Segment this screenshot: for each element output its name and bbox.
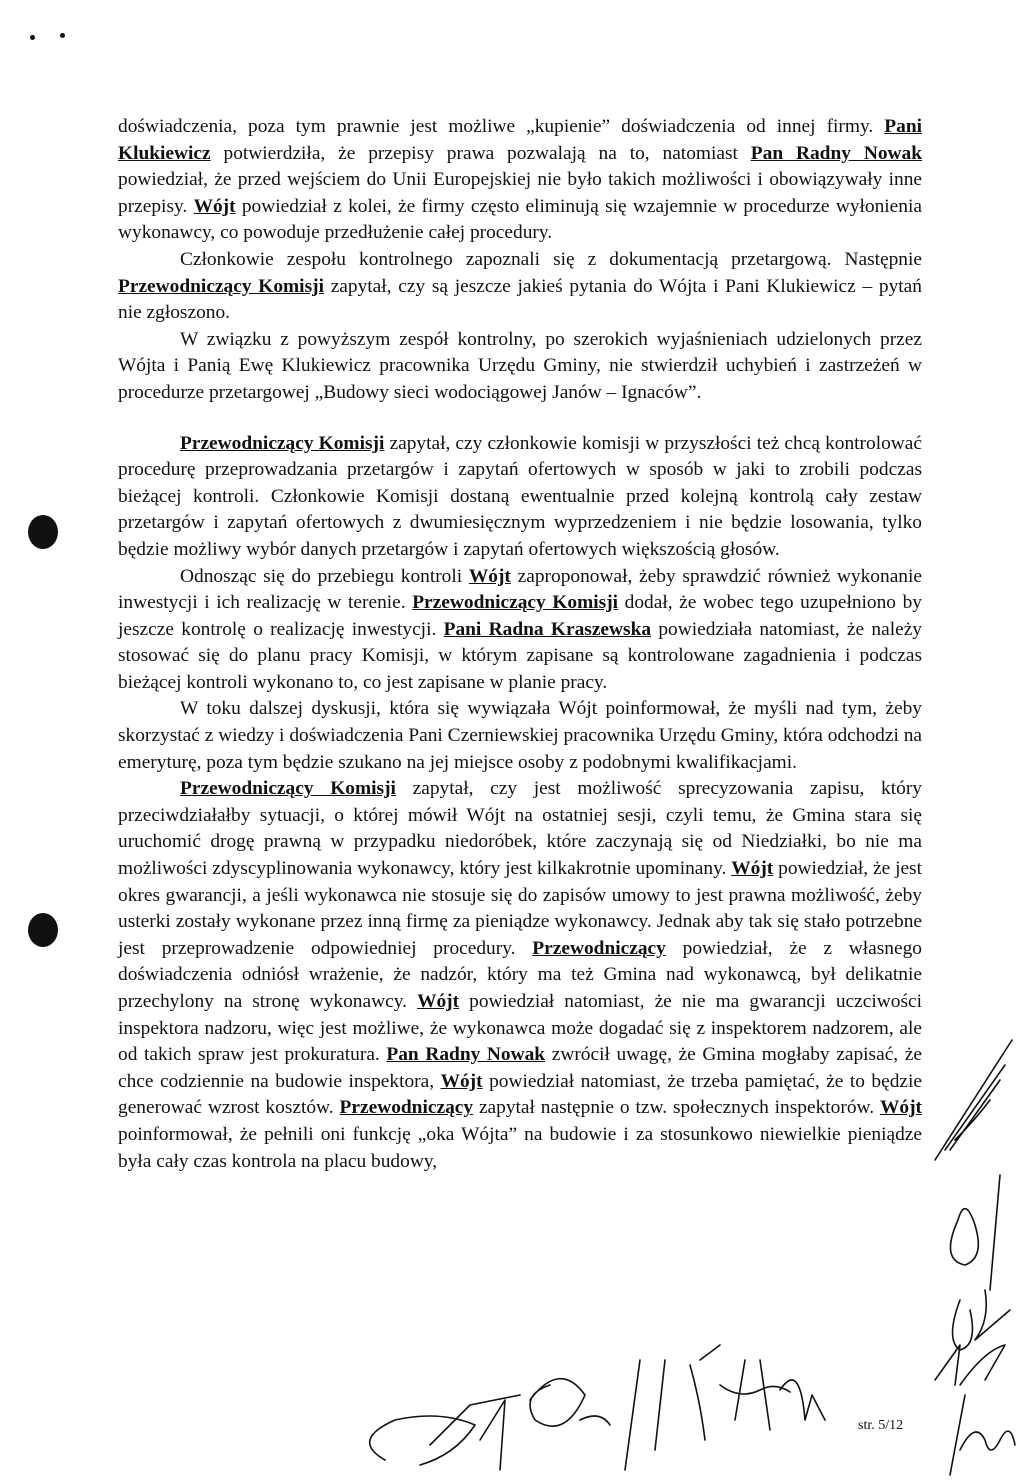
bottom-signature-1 (370, 1395, 520, 1470)
text-run: doświadczenia, poza tym prawnie jest możliwe „kupienie” doświadczenia od innej firmy. (118, 116, 885, 137)
text-run: zaproponował, żeby sprawdzić również wykonanie inwestycji i ich realizację w terenie. (118, 565, 922, 614)
page-number: str. 5/12 (858, 1418, 904, 1433)
speaker-name: Wójt (731, 858, 774, 880)
text-run: W związku z powyższym zespół kontrolny, po szerokich wyjaśnieniach udzielonych przez Wójta i Panią Ewę Klukiewicz pracownika Urzędu Gminy, nie stwierdził uchybień i zastrzeżeń w procedurze przetargowej „Budowy sieci wodociągowej Janów – Ignaców”. (118, 328, 922, 403)
speaker-name: Wójt (193, 195, 236, 217)
margin-signature-2 (950, 1175, 1000, 1290)
speaker-name: Przewodniczący (532, 937, 666, 959)
text-run: zapytał następnie o tzw. społecznych inspektorów. (473, 1097, 880, 1119)
text-run: potwierdziła, że przepisy prawa pozwalają na to, natomiast (210, 142, 751, 164)
speaker-name: Pani Klukiewicz (118, 116, 922, 164)
text-run: powiedział z kolei, że firmy często eliminują się wzajemnie w procedurze wyłonienia wykonawcy, co powoduje przedłużenie całej procedury. (118, 195, 922, 244)
paragraph-6 (118, 696, 922, 776)
margin-signature-5 (950, 1395, 1015, 1475)
paragraph-3 (118, 327, 922, 407)
text-run: Odnosząc się do przebiegu kontroli (180, 565, 469, 587)
bottom-signature-2 (530, 1379, 610, 1426)
bottom-squiggle (720, 1385, 790, 1394)
text-run: zapytał, czy jest możliwość sprecyzowania zapisu, który przeciwdziałałby sytuacji, o której mówił Wójt na ostatniej sesji, czyli temu, że Gmina stara się uruchomić drogę prawną w przypadku niedoróbek, które zaczynają się od Niedziałki, bo nie ma możliwości zdyscyplinowania wykonawcy, który jest kilkakrotnie upominany. (118, 778, 922, 880)
paragraph-4 (118, 431, 922, 564)
scan-mark-dot (30, 35, 35, 40)
text-run: powiedziała natomiast, że należy stosować się do planu pracy Komisji, w którym zapisane są kontrolowane zagadnienia i podczas bieżącej kontroli wykonano to, co jest zapisane w planie pracy. (118, 618, 923, 693)
speaker-name: Pan Radny Nowak (750, 142, 922, 164)
speaker-name: Pani Radna Kraszewska (443, 618, 652, 640)
speaker-name: Przewodniczący (339, 1097, 474, 1119)
text-run: zapytał, czy członkowie komisji w przyszłości też chcą kontrolować procedurę przeprowadzania przetargów i zapytań ofertowych w sposób w jaki to zrobili podczas bieżącej kontroli. Członkowie Komisji dostaną ewentualnie przed kolejną kontrolą cały zestaw przetargów i zapytań ofertowych z dwumiesięcznym wyprzedzeniem i nie będzie losowania, tylko będzie możliwy wybór danych przetargów i zapytań ofertowych większością głosów. (118, 432, 922, 560)
text-run: powiedział natomiast, że nie ma gwarancji uczciwości inspektora nadzoru, więc jest możliwe, że wykonawca może dogadać się z inspektorem nadzorem, ale od takich spraw jest prokuratura. (118, 991, 922, 1066)
text-run: dodał, że wobec tego uzupełniono by jeszcze kontrolę o realizację inwestycji. (118, 592, 922, 640)
paragraph-7 (118, 776, 922, 1175)
text-run: Członkowie zespołu kontrolnego zapoznali się z dokumentacją przetargową. Następnie (180, 248, 922, 270)
speaker-name: Przewodniczący Komisji (412, 592, 619, 614)
bottom-signature-3 (625, 1345, 720, 1470)
bottom-signature-4 (735, 1360, 825, 1430)
paragraph-1 (118, 114, 922, 247)
text-run: W toku dalszej dyskusji, która się wywiązała Wójt poinformował, że myśli nad tym, żeby skorzystać z wiedzy i doświadczenia Pani Czerniewskiej pracownika Urzędu Gminy, która odchodzi na emeryturę, poza tym będzie szukano na jej miejsce osoby z podobnymi kwalifikacjami. (118, 698, 922, 773)
punch-hole-top (28, 515, 58, 549)
paragraph-2 (118, 247, 922, 327)
text-run: powiedział, że przed wejściem do Unii Europejskiej nie było takich możliwości i obowiązywały inne przepisy. (118, 169, 922, 217)
text-run: zwrócił uwagę, że Gmina mogłaby zapisać, że chce codziennie na budowie inspektora, (118, 1044, 922, 1092)
margin-signature-1 (935, 1040, 1012, 1160)
speaker-name: Przewodniczący Komisji (180, 778, 396, 800)
text-run: powiedział, że jest okres gwarancji, a jeśli wykonawca nie stosuje się do zapisów umowy to jest prawna możliwość, żeby usterki zostały wykonane przez inną firmę za pieniądze wykonawcy. Jednak aby tak się stało potrzebne jest przeprowadzenie odpowiedniej procedury. (118, 858, 922, 959)
paragraph-5 (118, 564, 922, 697)
text-run: powiedział, że z własnego doświadczenia odniósł wrażenie, że nadzór, który ma też Gmina nad wykonawcą, był delikatnie przechylony na stronę wykonawcy. (118, 937, 922, 1012)
text-run: poinformował, że pełnili oni funkcję „oka Wójta” na budowie i za stosunkowo niewielkie pieniądze była cały czas kontrola na placu budowy, (118, 1123, 922, 1172)
document-body (118, 114, 922, 1175)
speaker-name: Przewodniczący Komisji (118, 275, 324, 297)
speaker-name: Wójt (468, 565, 511, 587)
scan-mark-dot (60, 33, 65, 38)
text-run: zapytał, czy są jeszcze jakieś pytania do Wójta i Pani Klukiewicz – pytań nie zgłoszono. (118, 275, 922, 324)
speaker-name: Przewodniczący Komisji (180, 432, 385, 454)
margin-signature-4 (935, 1345, 1005, 1385)
speaker-name: Pan Radny Nowak (386, 1044, 546, 1066)
text-run: powiedział natomiast, że trzeba pamiętać, że to będzie generować wzrost kosztów. (118, 1070, 922, 1119)
speaker-name: Wójt (440, 1070, 483, 1092)
speaker-name: Wójt (879, 1097, 922, 1119)
speaker-name: Wójt (417, 991, 460, 1012)
punch-hole-bottom (28, 913, 58, 947)
margin-signature-3 (953, 1290, 1011, 1350)
